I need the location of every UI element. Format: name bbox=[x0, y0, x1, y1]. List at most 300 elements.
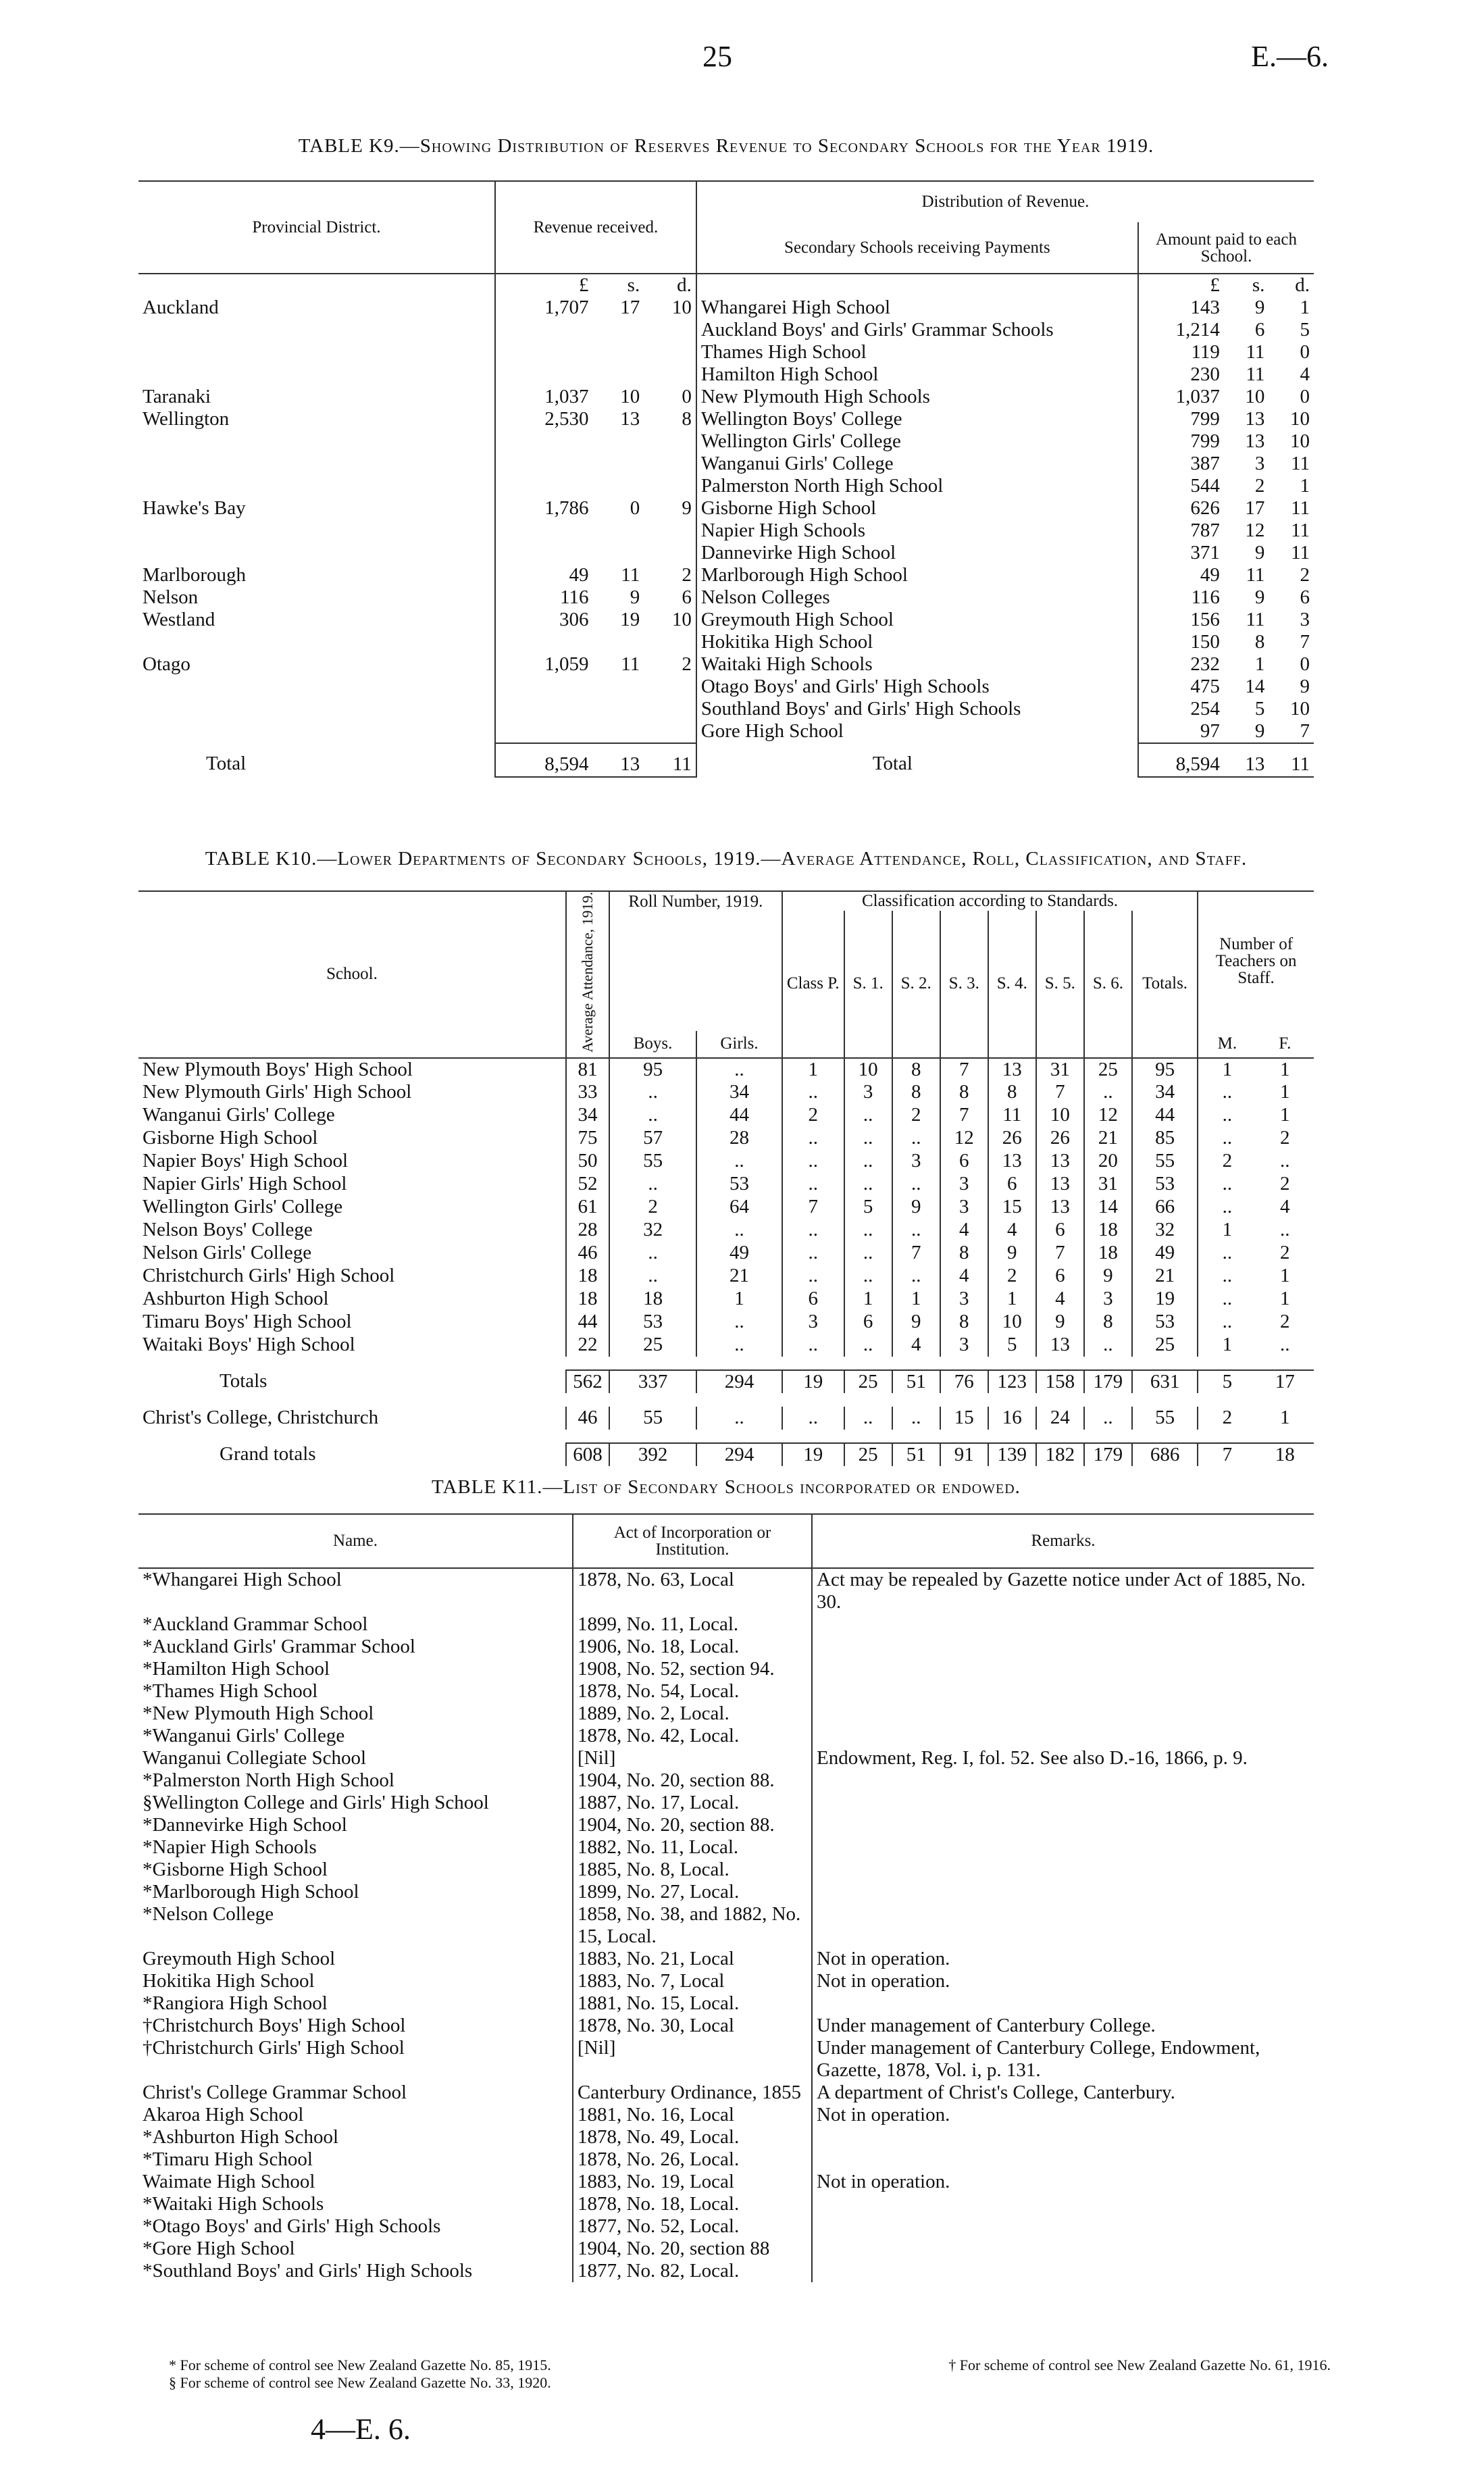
table-row bbox=[138, 1370, 1314, 1393]
school-name: Gore High School bbox=[696, 720, 1138, 743]
school-name: New Plymouth Girls' High School bbox=[143, 1080, 412, 1103]
amount-value: 544 bbox=[1138, 475, 1224, 497]
table-row bbox=[138, 386, 1314, 408]
cell-value: 81 bbox=[566, 1058, 609, 1081]
school-name: Akaroa High School bbox=[143, 2104, 304, 2125]
school-name: *New Plymouth High School bbox=[143, 1703, 374, 1724]
cell-value: 294 bbox=[696, 1370, 782, 1393]
remarks bbox=[812, 2193, 1314, 2215]
cell-value: 20 bbox=[1084, 1150, 1132, 1173]
cell-value: .. bbox=[1280, 1218, 1290, 1240]
col-male: M. bbox=[1198, 1031, 1256, 1058]
cell-value: 294 bbox=[696, 1443, 782, 1466]
amount-value: 156 bbox=[1138, 609, 1224, 631]
cell-value: 7 bbox=[782, 1196, 844, 1219]
cell-value: 7 bbox=[1036, 1242, 1084, 1265]
amount-value: 10 bbox=[1290, 698, 1310, 720]
cell-value: 18 bbox=[1256, 1443, 1314, 1466]
cell-value: 6 bbox=[1036, 1219, 1084, 1242]
cell-value: 26 bbox=[988, 1127, 1036, 1150]
col-girls: Girls. bbox=[696, 1031, 782, 1058]
cell-value: 8 bbox=[940, 1242, 988, 1265]
cell-value: .. bbox=[696, 1334, 782, 1357]
cell-value: 5 bbox=[1198, 1370, 1256, 1393]
school-name: Waimate High School bbox=[143, 2171, 315, 2192]
revenue-value bbox=[593, 341, 644, 363]
act-of-incorporation: 1899, No. 11, Local. bbox=[573, 1613, 812, 1636]
cell-value: .. bbox=[1198, 1196, 1256, 1219]
remarks bbox=[812, 1725, 1314, 1747]
school-name: Southland Boys' and Girls' High Schools bbox=[696, 698, 1138, 720]
cell-value: 19 bbox=[1132, 1288, 1198, 1311]
district-name: Wellington bbox=[143, 408, 230, 430]
act-of-incorporation: 1883, No. 7, Local bbox=[573, 1970, 812, 1992]
cell-value: .. bbox=[782, 1242, 844, 1265]
cell-value: 14 bbox=[1084, 1196, 1132, 1219]
cell-value: .. bbox=[1198, 1242, 1256, 1265]
cell-value: 46 bbox=[566, 1242, 609, 1265]
act-of-incorporation: 1878, No. 42, Local. bbox=[573, 1725, 812, 1747]
revenue-value bbox=[495, 698, 593, 720]
act-of-incorporation: 1885, No. 8, Local. bbox=[573, 1859, 812, 1881]
table-row bbox=[138, 1334, 1314, 1357]
cell-value: 1 bbox=[1280, 1264, 1290, 1286]
district-name bbox=[138, 430, 495, 453]
revenue-value bbox=[593, 698, 644, 720]
act-of-incorporation: 1904, No. 20, section 88 bbox=[573, 2238, 812, 2260]
cell-value: .. bbox=[696, 1407, 782, 1430]
col-s4: S. 4. bbox=[988, 911, 1036, 1058]
col-classification: Classification according to Standards. bbox=[782, 891, 1198, 911]
cell-value: .. bbox=[1084, 1334, 1132, 1357]
school-name: Timaru Boys' High School bbox=[143, 1310, 352, 1332]
cell-value: 12 bbox=[940, 1127, 988, 1150]
cell-value: .. bbox=[1280, 1333, 1290, 1355]
school-name: Ashburton High School bbox=[143, 1287, 329, 1309]
cell-value: 2 bbox=[1280, 1310, 1290, 1332]
cell-value: 1 bbox=[1280, 1103, 1290, 1126]
revenue-value bbox=[644, 720, 696, 743]
lsd-shilling: s. bbox=[627, 274, 640, 296]
amount-value: 230 bbox=[1138, 363, 1224, 386]
col-average-attendance: Average Attendance, 1919. bbox=[579, 892, 596, 1053]
cell-value: 1 bbox=[1280, 1058, 1290, 1080]
cell-value: 6 bbox=[1036, 1265, 1084, 1288]
cell-value: 1 bbox=[782, 1058, 844, 1081]
page-footer: 4—E. 6. bbox=[311, 2413, 411, 2446]
district-name bbox=[138, 341, 495, 363]
district-name: Taranaki bbox=[143, 386, 211, 407]
district-name bbox=[138, 676, 495, 698]
cell-value: 18 bbox=[1084, 1219, 1132, 1242]
revenue-value bbox=[495, 520, 593, 542]
school-name: *Marlborough High School bbox=[143, 1881, 359, 1903]
revenue-value: 10 bbox=[620, 386, 640, 407]
cell-value: .. bbox=[892, 1127, 940, 1150]
table-row bbox=[138, 1636, 1314, 1658]
amount-value: 11 bbox=[1246, 609, 1265, 630]
school-name: *Napier High Schools bbox=[143, 1836, 317, 1858]
school-name: Hokitika High School bbox=[696, 631, 1138, 653]
school-name: Nelson Girls' College bbox=[143, 1241, 312, 1263]
cell-value: .. bbox=[782, 1127, 844, 1150]
cell-value: 17 bbox=[1256, 1370, 1314, 1393]
cell-value: 61 bbox=[566, 1196, 609, 1219]
cell-value: 3 bbox=[940, 1288, 988, 1311]
cell-value: 10 bbox=[844, 1058, 892, 1081]
remarks bbox=[812, 1769, 1314, 1792]
cell-value: 9 bbox=[1036, 1311, 1084, 1334]
school-name: *Waitaki High Schools bbox=[143, 2193, 324, 2215]
revenue-value bbox=[495, 341, 593, 363]
cell-value: 2 bbox=[1198, 1150, 1256, 1173]
amount-value: 1 bbox=[1300, 297, 1310, 318]
cell-value: 34 bbox=[696, 1081, 782, 1104]
district-name: Otago bbox=[143, 653, 190, 675]
district-name bbox=[138, 631, 495, 653]
cell-value: 85 bbox=[1132, 1127, 1198, 1150]
cell-value: 53 bbox=[1132, 1173, 1198, 1196]
school-name: New Plymouth Boys' High School bbox=[143, 1058, 413, 1080]
cell-value: 8 bbox=[892, 1058, 940, 1081]
school-name: †Christchurch Boys' High School bbox=[143, 2015, 406, 2036]
cell-value: 51 bbox=[892, 1443, 940, 1466]
cell-value: .. bbox=[1084, 1407, 1132, 1430]
revenue-value bbox=[644, 319, 696, 341]
cell-value: 2 bbox=[1280, 1126, 1290, 1149]
table-k11-grid bbox=[138, 1513, 1314, 2282]
page-reference: E.—6. bbox=[1251, 40, 1329, 73]
school-name: *Dannevirke High School bbox=[143, 1814, 347, 1836]
spacer-row bbox=[138, 1430, 1314, 1443]
revenue-value: 0 bbox=[682, 386, 692, 407]
col-school: School. bbox=[138, 891, 566, 1058]
cell-value: 3 bbox=[782, 1311, 844, 1334]
district-name bbox=[138, 475, 495, 497]
remarks bbox=[812, 1903, 1314, 1948]
k9-total-revenue-pounds: 8,594 bbox=[495, 743, 593, 777]
k9-total-label-2: Total bbox=[696, 743, 1138, 777]
amount-value: 3 bbox=[1300, 609, 1310, 630]
revenue-value bbox=[644, 520, 696, 542]
table-row bbox=[138, 497, 1314, 520]
revenue-value bbox=[644, 430, 696, 453]
table-k11 bbox=[138, 1476, 1314, 2282]
cell-value: 337 bbox=[609, 1370, 696, 1393]
table-row bbox=[138, 520, 1314, 542]
cell-value: 18 bbox=[566, 1288, 609, 1311]
revenue-value bbox=[644, 676, 696, 698]
cell-value: .. bbox=[696, 1311, 782, 1334]
footnote-2: † For scheme of control see New Zealand Gazette No. 61, 1916. bbox=[948, 2357, 1331, 2373]
cell-value: 18 bbox=[1084, 1242, 1132, 1265]
table-row bbox=[138, 653, 1314, 676]
school-name: Thames High School bbox=[696, 341, 1138, 363]
col-name: Name. bbox=[138, 1514, 573, 1568]
revenue-value bbox=[593, 542, 644, 564]
cell-value: .. bbox=[1198, 1311, 1256, 1334]
cell-value: 4 bbox=[940, 1219, 988, 1242]
school-name: *Hamilton High School bbox=[143, 1658, 330, 1680]
school-name: *Palmerston North High School bbox=[143, 1769, 394, 1791]
school-name: *Auckland Grammar School bbox=[143, 1613, 368, 1635]
revenue-value: 1,707 bbox=[495, 297, 593, 319]
remarks bbox=[812, 1680, 1314, 1703]
cell-value: 15 bbox=[988, 1196, 1036, 1219]
cell-value: 44 bbox=[696, 1104, 782, 1127]
cell-value: .. bbox=[844, 1104, 892, 1127]
cell-value: .. bbox=[1198, 1081, 1256, 1104]
school-name: Napier Girls' High School bbox=[143, 1172, 347, 1194]
revenue-value: 6 bbox=[682, 586, 692, 608]
amount-value: 2 bbox=[1254, 475, 1265, 497]
revenue-value bbox=[593, 453, 644, 475]
cell-value: .. bbox=[1198, 1127, 1256, 1150]
cell-value: 91 bbox=[940, 1443, 988, 1466]
school-name: †Christchurch Girls' High School bbox=[143, 2037, 405, 2059]
cell-value: 7 bbox=[940, 1058, 988, 1081]
amount-value: 8 bbox=[1254, 631, 1265, 653]
cell-value: 34 bbox=[566, 1104, 609, 1127]
table-row bbox=[138, 1196, 1314, 1219]
cell-value: 2 bbox=[1280, 1172, 1290, 1194]
cell-value: .. bbox=[892, 1173, 940, 1196]
table-k10 bbox=[138, 848, 1314, 1466]
district-name bbox=[138, 453, 495, 475]
revenue-value bbox=[644, 341, 696, 363]
cell-value: 686 bbox=[1132, 1443, 1198, 1466]
revenue-value bbox=[593, 475, 644, 497]
cell-value: .. bbox=[782, 1219, 844, 1242]
school-name: Hokitika High School bbox=[143, 1970, 315, 1992]
footnote-3: § For scheme of control see New Zealand Gazette No. 33, 1920. bbox=[169, 2374, 551, 2391]
table-k10-title: TABLE K10.—Lower Departments of Secondary Schools, 1919.—Average Attendance, Roll, Classification, and Staff. bbox=[205, 848, 1248, 870]
act-of-incorporation: 1877, No. 82, Local. bbox=[573, 2260, 812, 2282]
school-name: Christ's College Grammar School bbox=[143, 2082, 407, 2103]
cell-value: .. bbox=[844, 1219, 892, 1242]
table-row bbox=[138, 1703, 1314, 1725]
cell-value: 24 bbox=[1036, 1407, 1084, 1430]
table-row bbox=[138, 2148, 1314, 2171]
col-s5: S. 5. bbox=[1036, 911, 1084, 1058]
school-name: *Rangiora High School bbox=[143, 1992, 328, 2014]
act-of-incorporation: 1878, No. 54, Local. bbox=[573, 1680, 812, 1703]
cell-value: 13 bbox=[988, 1150, 1036, 1173]
amount-value: 11 bbox=[1246, 564, 1265, 586]
remarks: Under management of Canterbury College, Endowment, Gazette, 1878, Vol. i, p. 131. bbox=[812, 2037, 1314, 2082]
cell-value: .. bbox=[782, 1150, 844, 1173]
amount-value: 14 bbox=[1245, 676, 1265, 697]
revenue-value bbox=[644, 453, 696, 475]
cell-value: .. bbox=[844, 1150, 892, 1173]
school-name: Wanganui Girls' College bbox=[143, 1103, 335, 1126]
school-name: Greymouth High School bbox=[696, 609, 1138, 631]
table-row bbox=[138, 542, 1314, 564]
amount-value: 13 bbox=[1245, 430, 1265, 452]
act-of-incorporation: 1858, No. 38, and 1882, No. 15, Local. bbox=[573, 1903, 812, 1948]
school-name: Christchurch Girls' High School bbox=[143, 1264, 395, 1286]
school-name: New Plymouth High Schools bbox=[696, 386, 1138, 408]
revenue-value: 17 bbox=[620, 297, 640, 318]
school-name: Greymouth High School bbox=[143, 1948, 336, 1969]
act-of-incorporation: 1881, No. 15, Local. bbox=[573, 1992, 812, 2015]
table-row bbox=[138, 1881, 1314, 1903]
school-name: *Gore High School bbox=[143, 2238, 295, 2259]
cell-value: 5 bbox=[988, 1334, 1036, 1357]
table-row bbox=[138, 631, 1314, 653]
school-name: *Gisborne High School bbox=[143, 1859, 328, 1880]
act-of-incorporation: [Nil] bbox=[573, 1747, 812, 1769]
cell-value: 139 bbox=[988, 1443, 1036, 1466]
cell-value: 55 bbox=[1132, 1150, 1198, 1173]
lsd-shilling: s. bbox=[1252, 274, 1265, 296]
school-name: Waitaki High Schools bbox=[696, 653, 1138, 676]
spacer-row bbox=[138, 1357, 1314, 1370]
cell-value: .. bbox=[609, 1081, 696, 1104]
cell-value: 95 bbox=[609, 1058, 696, 1081]
revenue-value: 10 bbox=[671, 297, 692, 318]
school-name: Gisborne High School bbox=[696, 497, 1138, 520]
table-row bbox=[138, 1407, 1314, 1430]
table-row bbox=[138, 1081, 1314, 1104]
district-name: Marlborough bbox=[143, 564, 247, 586]
cell-value: 8 bbox=[940, 1311, 988, 1334]
cell-value: 12 bbox=[1084, 1104, 1132, 1127]
lsd-pence: d. bbox=[1295, 274, 1310, 296]
cell-value: 44 bbox=[1132, 1104, 1198, 1127]
act-of-incorporation: 1878, No. 49, Local. bbox=[573, 2126, 812, 2148]
table-row bbox=[138, 2104, 1314, 2126]
k9-total-revenue-pence: 11 bbox=[644, 743, 696, 777]
cell-value: 95 bbox=[1132, 1058, 1198, 1081]
table-row bbox=[138, 1970, 1314, 1992]
k9-total-revenue-shillings: 13 bbox=[593, 743, 644, 777]
remarks bbox=[812, 2238, 1314, 2260]
revenue-value bbox=[495, 475, 593, 497]
revenue-value bbox=[593, 319, 644, 341]
table-row bbox=[138, 1725, 1314, 1747]
school-name: *Wanganui Girls' College bbox=[143, 1725, 345, 1746]
amount-value: 1 bbox=[1254, 653, 1265, 675]
revenue-value bbox=[644, 542, 696, 564]
amount-value: 371 bbox=[1138, 542, 1224, 564]
cell-value: .. bbox=[782, 1407, 844, 1430]
table-row bbox=[138, 1288, 1314, 1311]
revenue-value bbox=[495, 720, 593, 743]
cell-value: 158 bbox=[1036, 1370, 1084, 1393]
cell-value: .. bbox=[844, 1265, 892, 1288]
table-row bbox=[138, 1814, 1314, 1836]
cell-value: 2 bbox=[1280, 1241, 1290, 1263]
revenue-value bbox=[644, 631, 696, 653]
page-number: 25 bbox=[702, 40, 732, 73]
amount-value: 11 bbox=[1291, 453, 1310, 474]
revenue-value bbox=[495, 542, 593, 564]
table-k9-title: TABLE K9.—Showing Distribution of Reserves Revenue to Secondary Schools for the Year 1919. bbox=[298, 135, 1154, 157]
act-of-incorporation: 1887, No. 17, Local. bbox=[573, 1792, 812, 1814]
district-name: Westland bbox=[143, 609, 215, 630]
cell-value: 1 bbox=[1280, 1287, 1290, 1309]
cell-value: .. bbox=[609, 1242, 696, 1265]
cell-value: 33 bbox=[566, 1081, 609, 1104]
amount-value: 5 bbox=[1300, 319, 1310, 341]
remarks bbox=[812, 1613, 1314, 1636]
table-row bbox=[138, 453, 1314, 475]
school-name: Napier High Schools bbox=[696, 520, 1138, 542]
table-row bbox=[138, 1242, 1314, 1265]
cell-value: 51 bbox=[892, 1370, 940, 1393]
cell-value: 3 bbox=[940, 1196, 988, 1219]
amount-value: 1,037 bbox=[1138, 386, 1224, 408]
remarks: Not in operation. bbox=[812, 2171, 1314, 2193]
amount-value: 0 bbox=[1300, 653, 1310, 675]
amount-value: 3 bbox=[1254, 453, 1265, 474]
table-row bbox=[138, 1568, 1314, 1613]
table-row bbox=[138, 1948, 1314, 1970]
amount-value: 626 bbox=[1138, 497, 1224, 520]
amount-value: 4 bbox=[1300, 363, 1310, 385]
revenue-value: 1,037 bbox=[495, 386, 593, 408]
col-roll: Roll Number, 1919. bbox=[609, 891, 782, 911]
revenue-value: 1,786 bbox=[495, 497, 593, 520]
cell-value: .. bbox=[609, 1173, 696, 1196]
amount-value: 10 bbox=[1290, 430, 1310, 452]
cell-value: 26 bbox=[1036, 1127, 1084, 1150]
cell-value: 25 bbox=[1132, 1334, 1198, 1357]
col-distribution: Distribution of Revenue. bbox=[696, 181, 1314, 222]
amount-value: 9 bbox=[1300, 676, 1310, 697]
cell-value: 3 bbox=[892, 1150, 940, 1173]
cell-value: .. bbox=[1198, 1173, 1256, 1196]
district-name bbox=[138, 542, 495, 564]
act-of-incorporation: 1904, No. 20, section 88. bbox=[573, 1769, 812, 1792]
district-name bbox=[138, 520, 495, 542]
cell-value: .. bbox=[1198, 1288, 1256, 1311]
cell-value: 13 bbox=[1036, 1173, 1084, 1196]
col-totals: Totals. bbox=[1132, 911, 1198, 1058]
cell-value: .. bbox=[844, 1242, 892, 1265]
amount-value: 10 bbox=[1245, 386, 1265, 407]
table-row bbox=[138, 1658, 1314, 1680]
remarks: Not in operation. bbox=[812, 1948, 1314, 1970]
revenue-value bbox=[495, 363, 593, 386]
amount-value: 150 bbox=[1138, 631, 1224, 653]
act-of-incorporation: Canterbury Ordinance, 1855 bbox=[573, 2082, 812, 2104]
cell-value: 15 bbox=[940, 1407, 988, 1430]
table-row bbox=[138, 430, 1314, 453]
col-remarks: Remarks. bbox=[812, 1514, 1314, 1568]
cell-value: 11 bbox=[988, 1104, 1036, 1127]
cell-value: 182 bbox=[1036, 1443, 1084, 1466]
table-row bbox=[138, 1311, 1314, 1334]
cell-value: 25 bbox=[844, 1370, 892, 1393]
table-row bbox=[138, 363, 1314, 386]
remarks bbox=[812, 1658, 1314, 1680]
school-name: Totals bbox=[220, 1369, 267, 1392]
cell-value: 76 bbox=[940, 1370, 988, 1393]
revenue-value: 2,530 bbox=[495, 408, 593, 430]
cell-value: 1 bbox=[844, 1288, 892, 1311]
act-of-incorporation: 1889, No. 2, Local. bbox=[573, 1703, 812, 1725]
remarks bbox=[812, 1814, 1314, 1836]
lsd-pound: £ bbox=[495, 274, 593, 297]
school-name: *Otago Boys' and Girls' High Schools bbox=[143, 2215, 441, 2237]
table-row bbox=[138, 1836, 1314, 1859]
cell-value: .. bbox=[609, 1265, 696, 1288]
revenue-value bbox=[593, 631, 644, 653]
k9-total-amount-shillings: 13 bbox=[1224, 743, 1269, 777]
table-row bbox=[138, 408, 1314, 430]
